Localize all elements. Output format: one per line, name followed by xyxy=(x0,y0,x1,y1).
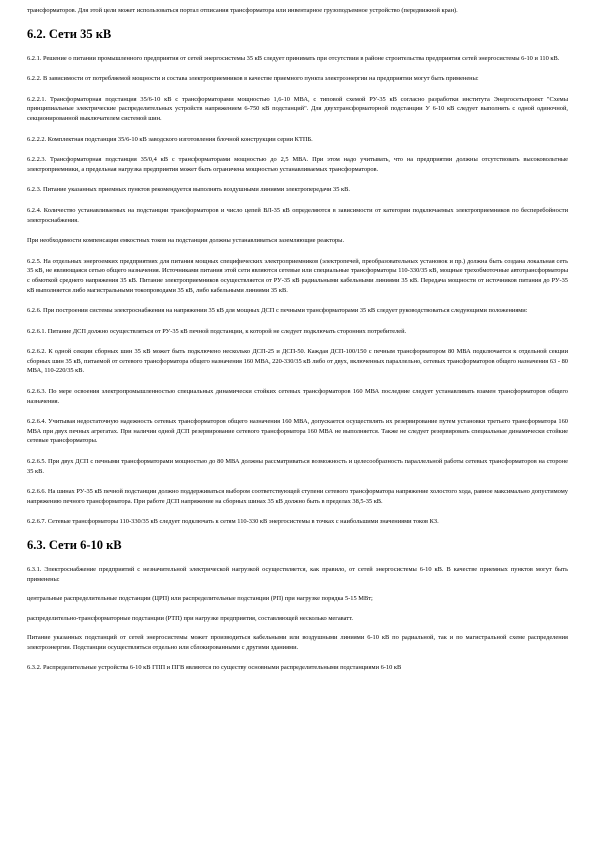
paragraph-6-2-6-7: 6.2.6.7. Сетевые трансформаторы 110-330/35 кВ следует подключать к сетям 110-330 кВ энергосистемы в точках с наибольшими значениями токов КЗ. xyxy=(27,518,439,526)
paragraph-6-2-1: 6.2.1. Решение о питании промышленного предприятия от сетей энергосистемы 35 кВ следует принимать при отсутствии в районе строительства предприятия сетей энергосистемы 6-10 и 110 кВ. xyxy=(27,54,560,62)
paragraph-6-2-5: 6.2.5. На отдельных энергоемких предприятиях для питания мощных специфических электроприемников (электропечей, преобразовательных установок и пр.) должна быть создана локальная сеть 35 кВ, не являющаяся сетью общего назначения. Источниками питания этой сети являются сетевые или специальные трансформаторы 110-330/35 кВ, мощные трехобмоточные автотрансформаторы с обмоткой среднего напряжения 35 кВ. Питание электроприемников осуществляется от РУ-35 кВ радиальными кабельными линиями 35 кВ. Передача мощности от источников питания до РУ-35 кВ выполняется либо магистральными токопроводами 35 кВ, либо кабельными линиями 35 кВ. xyxy=(27,257,568,294)
paragraph-crp: центральные распределительные подстанции (ЦРП) или распределительные подстанции (РП) при нагрузке порядка 5-15 МВт; xyxy=(27,595,373,603)
paragraph-6-2-6-4: 6.2.6.4. Учитывая недостаточную надежность сетевых трансформаторов общего назначения 160 МВА, допускается осуществлять их резервирование путем установки третьего трансформатора 160 МВА при двух печных агрегатах. При наличии одной ДСП резервирование сетевого трансформатора 160 МВА не выполняется. Также не следует резервировать специальные динамически стойкие сетевые трансформаторы. xyxy=(27,418,568,445)
paragraph-rtp: распределительно-трансформаторные подстанции (РТП) при нагрузке предприятия, составляющей несколько мегаватт. xyxy=(27,614,353,622)
paragraph-6-2-2-2: 6.2.2.2. Комплектная подстанция 35/6-10 кВ заводского изготовления блочной конструкции серии КТПБ. xyxy=(27,135,313,143)
paragraph-6-2-4: 6.2.4. Количество устанавливаемых на подстанции трансформаторов и число цепей ВЛ-35 кВ определяются в зависимости от категории подключаемых электроприемников по бесперебойности электроснабжения. xyxy=(27,206,568,224)
document-body xyxy=(27,6,568,682)
paragraph-6-2-6-2: 6.2.6.2. К одной секции сборных шин 35 кВ может быть подключено несколько ДСП-25 и ДСП-50. Каждая ДСП-100/150 с печным трансформатором 80 МВА подключается к отдельной секции сборных шин 35 кВ, питаемой от сетевого трансформатора общего назначения 160 МВА, 220-330/35 кВ либо от двух, включенных параллельно, сетевых трансформаторов общего назначения 63 - 80 МВА, 110-220/35 кВ. xyxy=(27,348,568,375)
paragraph-reactors: При необходимости компенсации емкостных токов на подстанции должны устанавливаться заземляющие реакторы. xyxy=(27,237,345,245)
paragraph-6-3-2: 6.3.2. Распределительные устройства 6-10 кВ ГПП и ПГВ являются по существу основными распределительными подстанциями 6-10 кВ xyxy=(27,663,402,671)
section-heading-6-3: 6.3. Сети 6-10 кВ xyxy=(27,538,122,552)
paragraph-6-2-6-3: 6.2.6.3. По мере освоения электропромышленностью специальных динамически стойких сетевых трансформаторов 160 МВА последние следует устанавливать взамен трансформаторов общего назначения. xyxy=(27,388,568,405)
paragraph-6-2-2-1: 6.2.2.1. Трансформаторная подстанция 35/6-10 кВ с трансформаторами мощностью 1,6-10 МВА, с типовой схемой РУ-35 кВ согласно разработки института Энергосетьпроект "Схемы принципиальные электрические распределительных устройств напряжением 6-750 кВ подстанций". Для двухтрансформаторной подстанции У 6-10 кВ следует выполнять с одной одиночной, секционированной выключателем системой шин. xyxy=(27,95,568,122)
paragraph-supply: Питание указанных подстанций от сетей энергосистемы может производиться кабельными или воздушными линиями 6-10 кВ по радиальной, так и по магистральной схеме распределения электроэнергии. Подстанции осуществляться отдельно или сблокированными с другими зданиями. xyxy=(27,634,568,651)
paragraph-6-2-2-3: 6.2.2.3. Трансформаторная подстанция 35/0,4 кВ с трансформаторами мощностью до 2,5 МВА. При этом надо учитывать, что на предприятии должны отсутствовать высоковольтные электроприемники, а предельная нагрузка предприятия может быть ограничена мощностью устанавливаемых трансформаторов. xyxy=(27,156,568,173)
section-heading-6-2: 6.2. Сети 35 кВ xyxy=(27,26,112,41)
paragraph-6-2-3: 6.2.3. Питание указанных приемных пунктов рекомендуется выполнять воздушными линиями электропередачи 35 кВ. xyxy=(27,186,350,194)
paragraph-6-2-6-6: 6.2.6.6. На шинах РУ-35 кВ печной подстанции должно поддерживаться выбором соответствующей ступени сетевого трансформатора напряжение холостого хода, равное максимально допустимому напряжению печного трансформатора. При работе ДСП напряжение на сборных шинах 35 кВ должно быть в пределах 38,5-35 кВ. xyxy=(27,488,568,505)
paragraph-6-3-1: 6.3.1. Электроснабжение предприятий с незначительной электрической нагрузкой осуществляется, как правило, от сетей энергосистемы 6-10 кВ. В качестве приемных пунктов могут быть применены: xyxy=(27,566,568,583)
paragraph-6-2-6-5: 6.2.6.5. При двух ДСП с печными трансформаторами мощностью до 80 МВА должны рассматриваться возможность и целесообразность параллельной работы сетевых трансформаторов на стороне 35 кВ. xyxy=(27,458,568,475)
paragraph-6-2-6: 6.2.6. При построении системы электроснабжения на напряжении 35 кВ для мощных ДСП с печными трансформаторами 35 кВ следует руководствоваться следующими положениями: xyxy=(27,307,528,315)
intro-paragraph: трансформаторов. Для этой цели может использоваться портал отписания трансформатора или инвентарное грузоподъемное устройство (передвижной кран). xyxy=(27,7,458,14)
paragraph-6-2-2: 6.2.2. В зависимости от потребляемой мощности и состава электроприемников в качестве приемного пункта электроэнергии на предприятии могут быть применены: xyxy=(27,75,479,83)
paragraph-6-2-6-1: 6.2.6.1. Питание ДСП должно осуществляться от РУ-35 кВ печной подстанции, к которой не следует подключать сторонних потребителей. xyxy=(27,327,407,335)
